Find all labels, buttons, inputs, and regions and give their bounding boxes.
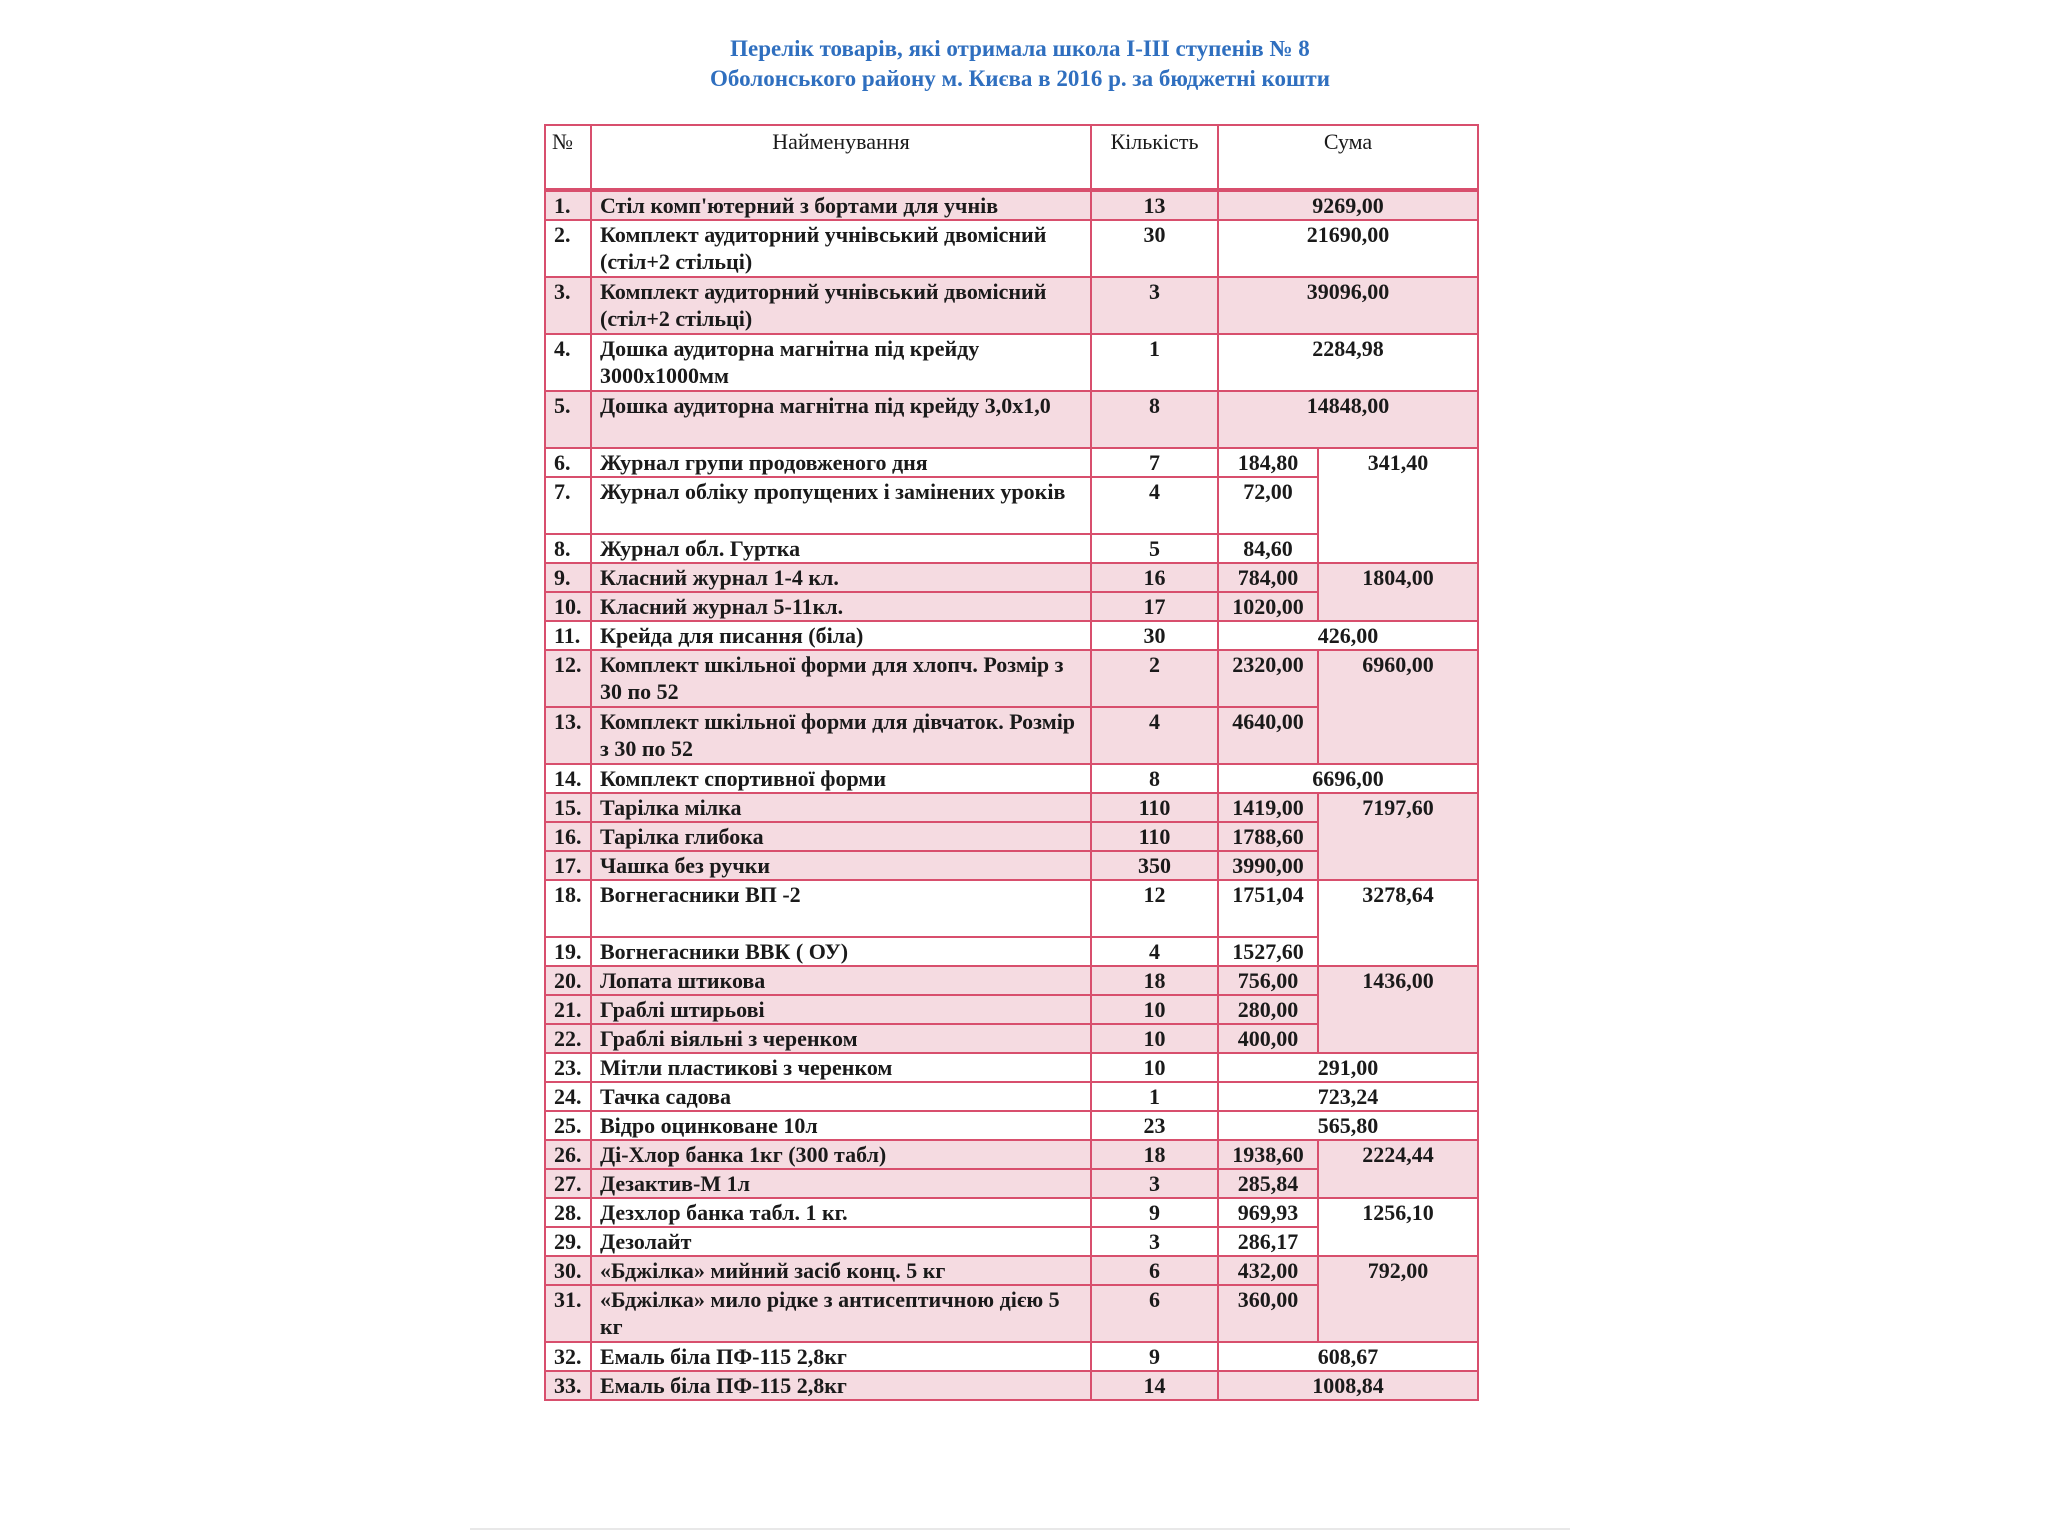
table-row [545, 563, 1478, 592]
header-name: Найменування [591, 125, 1091, 190]
item-quantity: 1 [1091, 1082, 1218, 1111]
item-name: Тачка садова [591, 1082, 1091, 1111]
item-sum: 969,93 [1218, 1198, 1318, 1227]
document-title [470, 34, 1570, 94]
item-name: Лопата штикова [591, 966, 1091, 995]
item-name: Дезактив-М 1л [591, 1169, 1091, 1198]
row-number: 30. [545, 1256, 591, 1285]
table-row [545, 334, 1478, 391]
item-sum: 432,00 [1218, 1256, 1318, 1285]
item-name: Емаль біла ПФ-115 2,8кг [591, 1371, 1091, 1400]
item-sum: 291,00 [1218, 1053, 1478, 1082]
item-quantity: 10 [1091, 1024, 1218, 1053]
row-number: 2. [545, 220, 591, 277]
table-row [545, 448, 1478, 477]
item-name: Чашка без ручки [591, 851, 1091, 880]
item-name: Класний журнал 5-11кл. [591, 592, 1091, 621]
row-number: 26. [545, 1140, 591, 1169]
item-quantity: 14 [1091, 1371, 1218, 1400]
row-number: 22. [545, 1024, 591, 1053]
item-sum: 1419,00 [1218, 793, 1318, 822]
table-row [545, 1111, 1478, 1140]
table-row [545, 966, 1478, 995]
item-quantity: 18 [1091, 1140, 1218, 1169]
item-quantity: 3 [1091, 1227, 1218, 1256]
item-sum: 286,17 [1218, 1227, 1318, 1256]
item-quantity: 9 [1091, 1342, 1218, 1371]
item-sum: 14848,00 [1218, 391, 1478, 448]
item-name: «Бджілка» мийний засіб конц. 5 кг [591, 1256, 1091, 1285]
header-quantity: Кількість [1091, 125, 1218, 190]
item-name: Емаль біла ПФ-115 2,8кг [591, 1342, 1091, 1371]
item-sum: 426,00 [1218, 621, 1478, 650]
item-quantity: 10 [1091, 995, 1218, 1024]
item-sum: 1751,04 [1218, 880, 1318, 937]
table-row [545, 764, 1478, 793]
item-quantity: 5 [1091, 534, 1218, 563]
row-number: 31. [545, 1285, 591, 1342]
item-name: Відро оцинковане 10л [591, 1111, 1091, 1140]
row-number: 3. [545, 277, 591, 334]
row-number: 19. [545, 937, 591, 966]
item-quantity: 8 [1091, 391, 1218, 448]
table-row [545, 1256, 1478, 1285]
table-row [545, 793, 1478, 822]
item-name: Тарілка глибока [591, 822, 1091, 851]
item-name: Дошка аудиторна магнітна під крейду 3,0х1,0 [591, 391, 1091, 448]
item-sum: 400,00 [1218, 1024, 1318, 1053]
item-sum: 756,00 [1218, 966, 1318, 995]
group-total: 3278,64 [1318, 880, 1478, 966]
group-total: 7197,60 [1318, 793, 1478, 880]
row-number: 21. [545, 995, 591, 1024]
row-number: 16. [545, 822, 591, 851]
item-sum: 1527,60 [1218, 937, 1318, 966]
table-row [545, 1342, 1478, 1371]
row-number: 27. [545, 1169, 591, 1198]
group-total: 6960,00 [1318, 650, 1478, 764]
page-bottom-edge [470, 1528, 1570, 1530]
item-quantity: 110 [1091, 793, 1218, 822]
item-quantity: 3 [1091, 1169, 1218, 1198]
item-sum: 184,80 [1218, 448, 1318, 477]
item-sum: 565,80 [1218, 1111, 1478, 1140]
item-sum: 4640,00 [1218, 707, 1318, 764]
item-name: Граблі віяльні з черенком [591, 1024, 1091, 1053]
table-header-row [545, 125, 1478, 190]
title-line-2: Оболонського району м. Києва в 2016 р. за бюджетні кошти [710, 66, 1330, 91]
item-sum: 360,00 [1218, 1285, 1318, 1342]
row-number: 12. [545, 650, 591, 707]
item-sum: 2320,00 [1218, 650, 1318, 707]
item-name: Комплект шкільної форми для дівчаток. Розмір з 30 по 52 [591, 707, 1091, 764]
row-number: 9. [545, 563, 591, 592]
row-number: 20. [545, 966, 591, 995]
group-total: 1436,00 [1318, 966, 1478, 1053]
row-number: 5. [545, 391, 591, 448]
row-number: 10. [545, 592, 591, 621]
group-total: 341,40 [1318, 448, 1478, 563]
item-name: Граблі штирьові [591, 995, 1091, 1024]
row-number: 13. [545, 707, 591, 764]
row-number: 18. [545, 880, 591, 937]
row-number: 29. [545, 1227, 591, 1256]
document-page [470, 0, 1570, 1536]
table-row [545, 1371, 1478, 1400]
item-name: «Бджілка» мило рідке з антисептичною дією 5 кг [591, 1285, 1091, 1342]
item-quantity: 3 [1091, 277, 1218, 334]
item-sum: 3990,00 [1218, 851, 1318, 880]
item-quantity: 18 [1091, 966, 1218, 995]
item-quantity: 6 [1091, 1256, 1218, 1285]
table-row [545, 220, 1478, 277]
item-quantity: 7 [1091, 448, 1218, 477]
item-quantity: 17 [1091, 592, 1218, 621]
item-name: Ді-Хлор банка 1кг (300 табл) [591, 1140, 1091, 1169]
item-quantity: 23 [1091, 1111, 1218, 1140]
item-sum: 280,00 [1218, 995, 1318, 1024]
header-number: № [545, 125, 591, 190]
item-sum: 6696,00 [1218, 764, 1478, 793]
item-quantity: 350 [1091, 851, 1218, 880]
item-sum: 84,60 [1218, 534, 1318, 563]
item-sum: 1020,00 [1218, 592, 1318, 621]
item-quantity: 1 [1091, 334, 1218, 391]
table-row [545, 1198, 1478, 1227]
group-total: 792,00 [1318, 1256, 1478, 1342]
row-number: 25. [545, 1111, 591, 1140]
item-name: Вогнегасники ВВК ( ОУ) [591, 937, 1091, 966]
item-sum: 723,24 [1218, 1082, 1478, 1111]
item-quantity: 6 [1091, 1285, 1218, 1342]
table-row [545, 621, 1478, 650]
header-sum: Сума [1218, 125, 1478, 190]
item-quantity: 30 [1091, 220, 1218, 277]
item-sum: 1788,60 [1218, 822, 1318, 851]
row-number: 11. [545, 621, 591, 650]
item-name: Журнал обл. Гуртка [591, 534, 1091, 563]
item-name: Журнал обліку пропущених і замінених уроків [591, 477, 1091, 534]
item-name: Комплект аудиторний учнівський двомісний (стіл+2 стільці) [591, 277, 1091, 334]
item-sum: 1008,84 [1218, 1371, 1478, 1400]
item-sum: 608,67 [1218, 1342, 1478, 1371]
table-row [545, 1053, 1478, 1082]
row-number: 14. [545, 764, 591, 793]
item-name: Комплект спортивної форми [591, 764, 1091, 793]
item-name: Тарілка мілка [591, 793, 1091, 822]
item-name: Комплект шкільної форми для хлопч. Розмір з 30 по 52 [591, 650, 1091, 707]
item-quantity: 9 [1091, 1198, 1218, 1227]
group-total: 2224,44 [1318, 1140, 1478, 1198]
item-sum: 2284,98 [1218, 334, 1478, 391]
row-number: 15. [545, 793, 591, 822]
table-row [545, 190, 1478, 220]
table-row [545, 1140, 1478, 1169]
row-number: 32. [545, 1342, 591, 1371]
item-quantity: 110 [1091, 822, 1218, 851]
item-name: Дезолайт [591, 1227, 1091, 1256]
group-total: 1804,00 [1318, 563, 1478, 621]
table-row [545, 277, 1478, 334]
row-number: 8. [545, 534, 591, 563]
item-name: Комплект аудиторний учнівський двомісний (стіл+2 стільці) [591, 220, 1091, 277]
item-name: Вогнегасники ВП -2 [591, 880, 1091, 937]
table-row [545, 391, 1478, 448]
item-name: Журнал групи продовженого дня [591, 448, 1091, 477]
item-quantity: 12 [1091, 880, 1218, 937]
item-quantity: 16 [1091, 563, 1218, 592]
row-number: 33. [545, 1371, 591, 1400]
item-sum: 9269,00 [1218, 190, 1478, 220]
row-number: 6. [545, 448, 591, 477]
item-name: Мітли пластикові з черенком [591, 1053, 1091, 1082]
row-number: 4. [545, 334, 591, 391]
group-total: 1256,10 [1318, 1198, 1478, 1256]
item-sum: 285,84 [1218, 1169, 1318, 1198]
item-name: Класний журнал 1-4 кл. [591, 563, 1091, 592]
table-row [545, 880, 1478, 937]
item-quantity: 10 [1091, 1053, 1218, 1082]
goods-table [544, 124, 1479, 1401]
row-number: 7. [545, 477, 591, 534]
item-quantity: 4 [1091, 707, 1218, 764]
item-sum: 1938,60 [1218, 1140, 1318, 1169]
row-number: 23. [545, 1053, 591, 1082]
item-sum: 784,00 [1218, 563, 1318, 592]
item-quantity: 13 [1091, 190, 1218, 220]
row-number: 24. [545, 1082, 591, 1111]
item-name: Дезхлор банка табл. 1 кг. [591, 1198, 1091, 1227]
row-number: 28. [545, 1198, 591, 1227]
item-name: Дошка аудиторна магнітна під крейду 3000х1000мм [591, 334, 1091, 391]
item-sum: 72,00 [1218, 477, 1318, 534]
table-row [545, 650, 1478, 707]
item-quantity: 30 [1091, 621, 1218, 650]
item-quantity: 4 [1091, 937, 1218, 966]
item-quantity: 8 [1091, 764, 1218, 793]
item-name: Крейда для писання (біла) [591, 621, 1091, 650]
item-name: Стіл комп'ютерний з бортами для учнів [591, 190, 1091, 220]
item-quantity: 2 [1091, 650, 1218, 707]
item-sum: 21690,00 [1218, 220, 1478, 277]
row-number: 1. [545, 190, 591, 220]
item-quantity: 4 [1091, 477, 1218, 534]
row-number: 17. [545, 851, 591, 880]
item-sum: 39096,00 [1218, 277, 1478, 334]
title-line-1: Перелік товарів, які отримала школа І-ІІІ ступенів № 8 [730, 36, 1310, 61]
table-row [545, 1082, 1478, 1111]
